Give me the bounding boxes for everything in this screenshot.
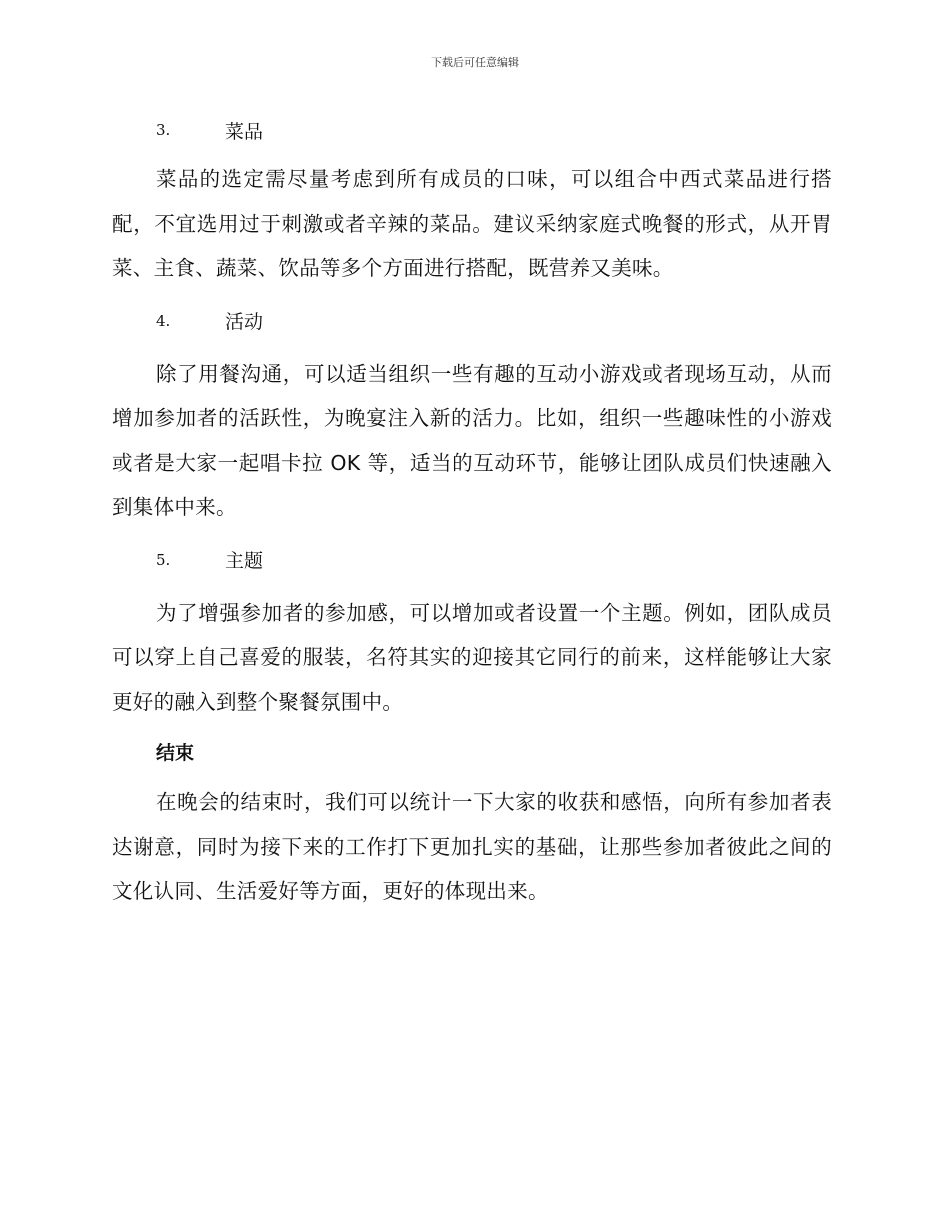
paragraph-ending: 在晚会的结束时，我们可以统计一下大家的收获和感悟，向所有参加者表达谢意，同时为接下来的工作打下更加扎实的基础，让那些参加者彼此之间的文化认同、生活爱好等方面，更好的体现出来。 bbox=[112, 790, 832, 903]
item-heading-activities bbox=[156, 306, 832, 336]
item-title: 主题 bbox=[225, 550, 264, 572]
document-body bbox=[112, 115, 832, 914]
item-number: 5. bbox=[156, 550, 171, 569]
paragraph-theme: 为了增强参加者的参加感，可以增加或者设置一个主题。例如，团队成员可以穿上自己喜爱的服装，名符其实的迎接其它同行的前来，这样能够让大家更好的融入到整个聚餐氛围中。 bbox=[112, 600, 832, 714]
item-title: 活动 bbox=[225, 311, 264, 333]
section-heading-ending: 结束 bbox=[156, 741, 195, 764]
item-number: 3. bbox=[156, 121, 171, 139]
page-header-note: 下载后可任意编辑 bbox=[431, 56, 519, 69]
item-title: 菜品 bbox=[225, 120, 264, 143]
paragraph-dishes: 菜品的选定需尽量考虑到所有成员的口味，可以组合中西式菜品进行搭配，不宜选用过于刺激或者辛辣的菜品。建议采纳家庭式晚餐的形式，从开胃菜、主食、蔬菜、饮品等多个方面进行搭配，既营养又美味。 bbox=[112, 167, 832, 280]
item-number: 4. bbox=[156, 311, 171, 330]
item-heading-dishes bbox=[156, 115, 832, 145]
item-heading-theme bbox=[156, 545, 832, 575]
paragraph-activities: 除了用餐沟通，可以适当组织一些有趣的互动小游戏或者现场互动，从而增加参加者的活跃性，为晚宴注入新的活力。比如，组织一些趣味性的小游戏或者是大家一起唱卡拉 OK 等，适当的互动环节，能够让团队成员们快速融入到集体中来。 bbox=[112, 361, 832, 519]
